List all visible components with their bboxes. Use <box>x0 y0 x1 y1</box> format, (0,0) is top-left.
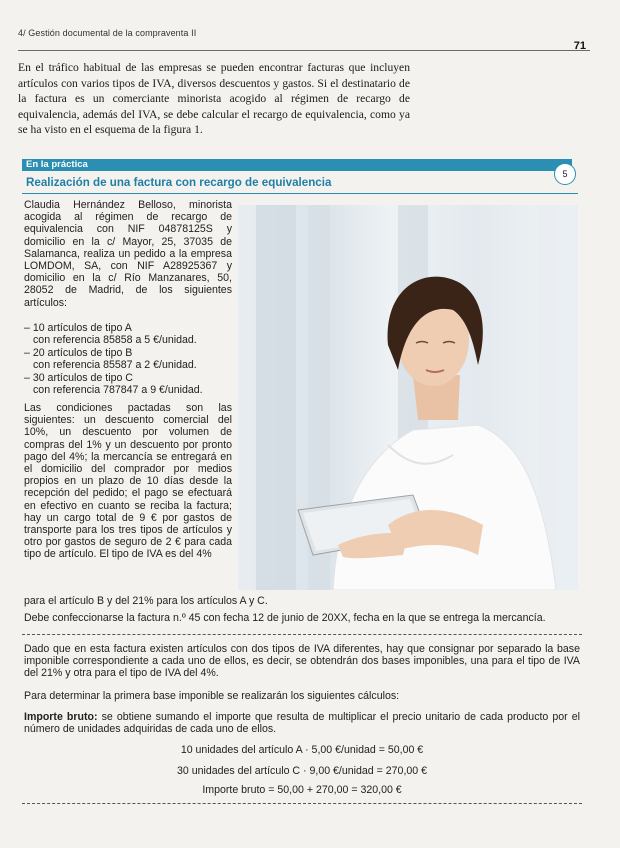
box-bottom-rule <box>22 634 582 635</box>
solution-importe-bruto <box>24 711 580 735</box>
practice-box-tag: En la práctica <box>22 159 572 171</box>
list-item <box>24 372 203 396</box>
list-item-line1: – 10 artículos de tipo A <box>24 322 132 334</box>
list-item-line2: con referencia 85858 a 5 €/unidad. <box>33 334 197 347</box>
term-definition: se obtiene sumando el importe que resulta de multiplicar el precio unitario de cada producto por el número de unidades adquiridas de cada uno de ellos. <box>24 711 581 736</box>
title-rule <box>22 193 578 194</box>
woman-with-tablet-illustration <box>238 205 578 590</box>
case-paragraph-2-end: para el artículo B y del 21% para los artículos A y C. <box>24 595 268 607</box>
list-item-line1: – 20 artículos de tipo B <box>24 347 133 359</box>
bottom-rule <box>22 803 582 804</box>
case-paragraph-2: Las condiciones pactadas son las siguientes: un descuento comercial del 10%, un descuento por volumen de compras del 1% y un descuento por pronto pago del 4%; la mercancía se entregará en el domicilio del comprador por medios propios en un plazo de 10 días desde la recepción del pedido; el pago se efectuará en efectivo en cuanto se reciba la factura; hay un cargo total de 9 € por gastos de transporte para los tres tipos de artículos y otro por gastos de seguro de 2 € para cada tipo de artículo. El tipo de IVA es del 4% <box>24 402 232 561</box>
list-item <box>24 347 197 371</box>
case-paragraph-3: Debe confeccionarse la factura n.º 45 con fecha 12 de junio de 20XX, fecha en la que se entrega la mercancía. <box>24 612 546 624</box>
practice-number-badge: 5 <box>554 163 576 185</box>
practice-title: Realización de una factura con recargo de equivalencia <box>26 176 332 189</box>
list-item <box>24 322 197 346</box>
solution-paragraph-2: Para determinar la primera base imponible se realizarán los siguientes cálculos: <box>24 690 400 702</box>
intro-paragraph: En el tráfico habitual de las empresas se pueden encontrar facturas que incluyen artículos con varios tipos de IVA, diversos descuentos y gastos. Si el destinatario de la factura es un comerciante minorista acogido al régimen de recargo de equivalencia, además del IVA, se debe calcular el recargo de equivalencia, como ya se ha visto en el esquema de la figura 1. <box>18 61 410 137</box>
list-item-line2: con referencia 787847 a 9 €/unidad. <box>33 384 203 397</box>
term-importe-bruto: Importe bruto: <box>24 711 98 723</box>
running-head: 4/ Gestión documental de la compraventa II <box>18 28 197 38</box>
calc-line-2: 30 unidades del artículo C · 9,00 €/unidad = 270,00 € <box>176 765 428 777</box>
list-item-line2: con referencia 85587 a 2 €/unidad. <box>33 359 197 372</box>
case-paragraph-1: Claudia Hernández Belloso, minorista acogida al régimen de recargo de equivalencia con NIF 04878125S y domicilio en la c/ Mayor, 25, 37035 de Salamanca, realiza un pedido a la empresa LOMDOM, SA, con NIF A28925367 y domicilio en la c/ Río Manzanares, 50, 28052 de Madrid, de los siguientes artículos: <box>24 199 232 309</box>
woman-with-tablet-photo <box>238 205 578 590</box>
calc-line-3: Importe bruto = 50,00 + 270,00 = 320,00 € <box>202 784 402 796</box>
page-number: 71 <box>573 40 586 52</box>
list-item-line1: – 30 artículos de tipo C <box>24 372 133 384</box>
calc-line-1: 10 unidades del artículo A · 5,00 €/unidad = 50,00 € <box>180 744 424 756</box>
solution-paragraph-1: Dado que en esta factura existen artículos con dos tipos de IVA diferentes, hay que consignar por separado la base imponible correspondiente a cada uno de ellos, es decir, se obtendrán dos bases imponibles, una para el tipo de IVA del 21% y otra para el tipo de IVA del 4%. <box>24 643 580 680</box>
header-rule <box>18 50 590 51</box>
